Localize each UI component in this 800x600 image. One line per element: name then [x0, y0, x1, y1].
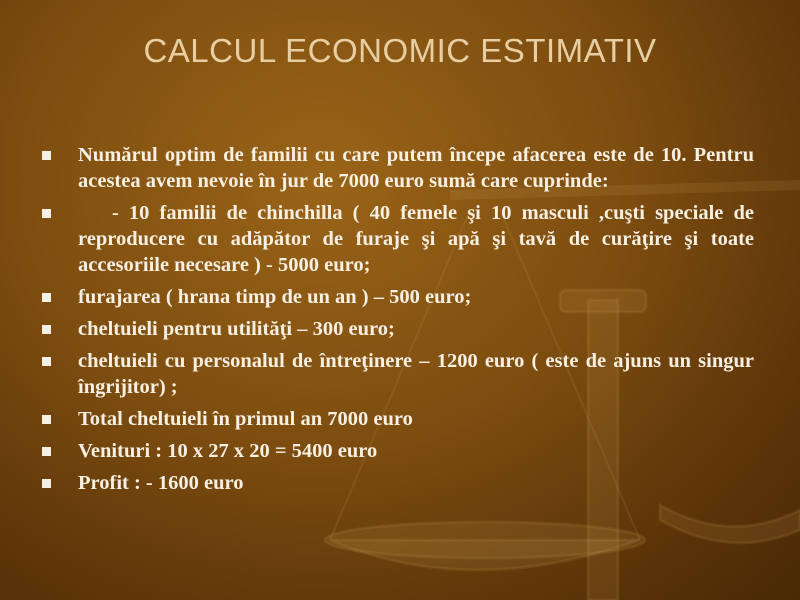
bullet-list [42, 142, 754, 502]
bullet-text: cheltuieli cu personalul de întreţinere – 1200 euro ( este de ajuns un singur îngrijitor) ; [78, 350, 754, 398]
square-bullet-icon [42, 357, 51, 366]
bullet-text: furajarea ( hrana timp de un an ) – 500 euro; [78, 286, 472, 308]
square-bullet-icon [42, 293, 51, 302]
bullet-item [42, 438, 754, 464]
bullet-text: Numărul optim de familii cu care putem începe afacerea este de 10. Pentru acestea avem nevoie în jur de 7000 euro sumă care cuprinde: [78, 144, 754, 192]
bullet-item [42, 284, 754, 310]
square-bullet-icon [42, 151, 51, 160]
bullet-item [42, 470, 754, 496]
bullet-item [42, 200, 754, 278]
bullet-item [42, 348, 754, 400]
bullet-text: Venituri : 10 x 27 x 20 = 5400 euro [78, 440, 378, 462]
bullet-item [42, 406, 754, 432]
bullet-text: Total cheltuieli în primul an 7000 euro [78, 408, 413, 430]
bullet-item [42, 316, 754, 342]
bullet-text: Profit : - 1600 euro [78, 472, 244, 494]
bullet-text: cheltuieli pentru utilităţi – 300 euro; [78, 318, 395, 340]
square-bullet-icon [42, 447, 51, 456]
square-bullet-icon [42, 415, 51, 424]
slide-title: CALCUL ECONOMIC ESTIMATIV [143, 32, 657, 69]
bullet-text: - 10 familii de chinchilla ( 40 femele şi 10 masculi ,cuşti speciale de reproducere cu adăpător de furaje şi apă şi tavă de curăţire şi toate accesoriile necesare ) - 5000 euro; [78, 202, 754, 276]
square-bullet-icon [42, 325, 51, 334]
square-bullet-icon [42, 209, 51, 218]
bullet-item [42, 142, 754, 194]
square-bullet-icon [42, 479, 51, 488]
